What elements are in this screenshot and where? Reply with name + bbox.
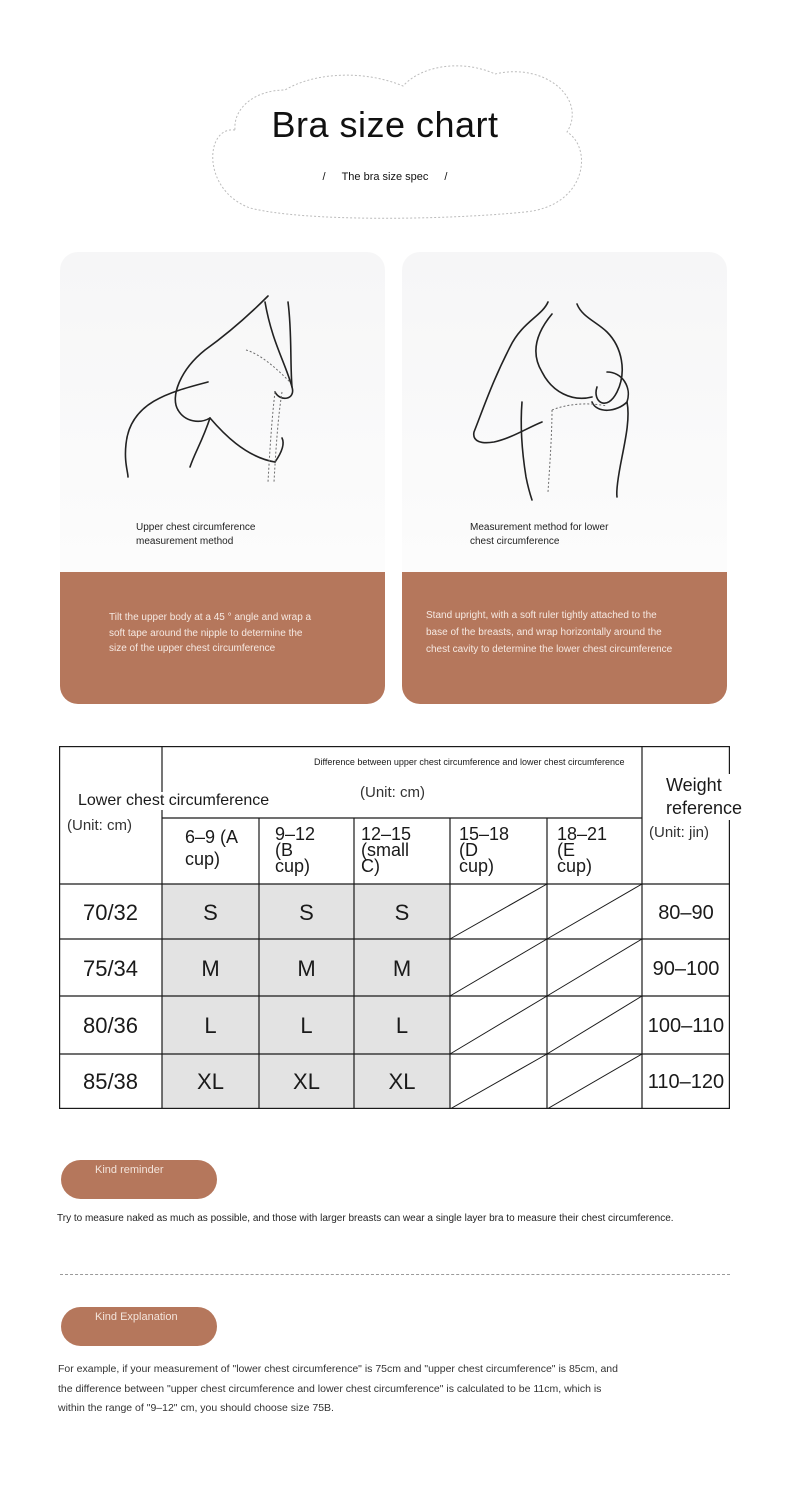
size-cell: L (204, 1013, 217, 1038)
upper-chest-description-line1: Tilt the upper body at a 45 ° angle and wrap a (109, 612, 312, 623)
cup-header-e-line3: cup) (557, 856, 593, 876)
page-subtitle (195, 171, 575, 183)
lower-chest-unit: (Unit: cm) (67, 817, 132, 834)
lower-chest-caption-line1: Measurement method for lower (470, 522, 609, 533)
cup-header-e (557, 826, 607, 874)
kind-explanation-badge (61, 1307, 217, 1346)
cup-header-b (275, 826, 315, 874)
upper-chest-card (60, 252, 385, 704)
cup-header-b-line3: cup) (275, 856, 311, 876)
cup-header-d-line2: (D (459, 840, 478, 860)
band-size: 70/32 (82, 900, 139, 925)
weight-unit: (Unit: jin) (649, 824, 710, 841)
kind-explanation-label: Kind Explanation (95, 1311, 178, 1323)
kind-reminder-label: Kind reminder (95, 1164, 164, 1176)
size-cell: M (297, 956, 316, 981)
page-title: Bra size chart (271, 104, 499, 145)
upper-chest-description (109, 610, 311, 657)
size-cell: S (203, 900, 218, 925)
weight-cell: 100–110 (647, 1015, 725, 1037)
kind-reminder-text: Try to measure naked as much as possible, and those with larger breasts can wear a single layer bra to measure their chest circumference. (57, 1213, 674, 1224)
upper-chest-description-line2: soft tape around the nipple to determine the (109, 627, 303, 639)
subtitle-slash-right: / (444, 171, 448, 183)
cup-header-d (459, 826, 509, 874)
size-cell: XL (388, 1069, 416, 1094)
size-cell: M (201, 956, 220, 981)
lower-chest-description-line1: Stand upright, with a soft ruler tightly attached to the (426, 610, 657, 621)
section-divider (60, 1274, 730, 1275)
upper-chest-caption-line1: Upper chest circumference (136, 522, 256, 533)
size-cell: L (395, 1013, 409, 1038)
kind-explanation-line1: For example, if your measurement of "lower chest circumference" is 75cm and "upper chest circumference" is 85cm, and (58, 1363, 618, 1375)
cup-header-a-line1: 6–9 (A (185, 827, 239, 847)
cup-header-d-line1: 15–18 (459, 824, 510, 844)
difference-unit: (Unit: cm) (360, 784, 425, 801)
subtitle-text: The bra size spec (341, 171, 429, 183)
kind-explanation-line2: the difference between "upper chest circumference and lower chest circumference" is calculated to be 11cm, which is (58, 1382, 602, 1395)
lower-chest-description (426, 607, 672, 658)
band-size: 80/36 (82, 1013, 139, 1038)
cup-header-a (185, 826, 238, 870)
weight-header-line1: Weight (666, 775, 722, 795)
size-cell: S (394, 900, 410, 925)
band-size: 85/38 (82, 1069, 139, 1094)
weight-cell: 90–100 (652, 958, 720, 980)
cup-header-c-line1: 12–15 (361, 824, 412, 844)
cup-header-e-line2: (E (557, 840, 575, 860)
cup-header-e-line1: 18–21 (557, 824, 608, 844)
size-cell: L (300, 1013, 313, 1038)
band-size: 75/34 (82, 956, 139, 981)
upper-chest-caption-line2: measurement method (136, 536, 234, 547)
size-cell: XL (197, 1069, 224, 1094)
size-cell: XL (293, 1069, 320, 1094)
cup-header-b-line2: (B (275, 840, 293, 860)
lower-chest-header: Lower chest circumference (78, 792, 273, 810)
weight-cell: 80–90 (658, 902, 714, 924)
size-cell: M (392, 956, 412, 981)
upper-chest-description-line3: size of the upper chest circumference (109, 643, 276, 654)
cup-header-c-line3: C) (361, 856, 380, 876)
weight-header-line2: reference (666, 798, 743, 818)
kind-reminder-badge (61, 1160, 217, 1199)
subtitle-slash-left: / (322, 171, 326, 183)
lower-chest-card (402, 252, 727, 704)
difference-header: Difference between upper chest circumference and lower chest circumference (314, 757, 625, 767)
kind-explanation-line3: within the range of "9–12" cm, you should choose size 75B. (58, 1402, 334, 1414)
lower-chest-description-line2: base of the breasts, and wrap horizontally around the (426, 627, 662, 638)
kind-explanation-text (58, 1360, 738, 1419)
cup-header-c-line2: (small (361, 840, 409, 860)
weight-cell: 110–120 (647, 1071, 725, 1093)
upper-chest-caption (136, 521, 256, 549)
cup-header-b-line1: 9–12 (275, 824, 316, 844)
lower-chest-description-line3: chest cavity to determine the lower chest circumference (426, 644, 673, 655)
cup-header-a-line2: cup) (185, 849, 221, 869)
size-cell: S (299, 900, 314, 925)
weight-header (666, 774, 742, 820)
lower-chest-caption (470, 521, 608, 549)
size-table (59, 746, 743, 1109)
cup-header-c (361, 826, 411, 874)
cup-header-d-line3: cup) (459, 856, 495, 876)
lower-chest-caption-line2: chest circumference (470, 536, 560, 547)
